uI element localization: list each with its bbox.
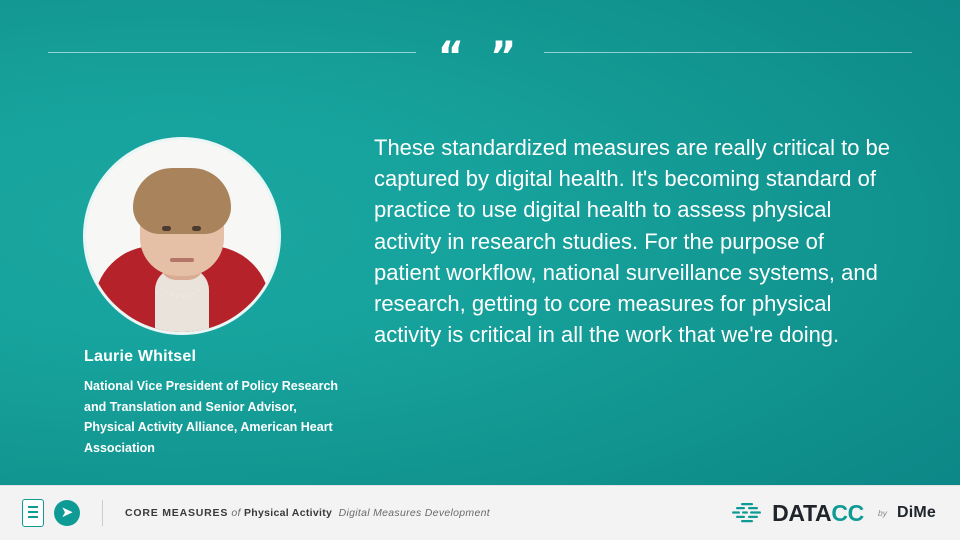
brand-cc-text: CC xyxy=(831,499,864,526)
footer-divider xyxy=(102,500,103,526)
footer-caption xyxy=(125,507,490,519)
speaker-title: National Vice President of Policy Research and Translation and Senior Advisor, Physical Activity Alliance, American Heart Association xyxy=(84,379,339,455)
quotation-mark-icon: “ ” xyxy=(437,33,523,80)
footer-of-label: of xyxy=(231,507,241,519)
datacc-wordmark xyxy=(772,499,864,526)
brand-data-text: DATA xyxy=(772,499,832,526)
portrait-mouth xyxy=(170,258,194,262)
dime-wordmark: DiMe xyxy=(896,504,936,521)
speaker-portrait-image xyxy=(86,140,278,332)
quote-text: These standardized measures are really critical to be captured by digital health. It's becoming standard of practice to use digital health to assess physical activity in research studies. For the purpose of patient workflow, national surveillance systems, and research, getting to core measures for physical activity is critical in all the work that we're doing. xyxy=(374,135,891,348)
portrait-eye-left xyxy=(162,226,171,231)
datacc-logo-icon xyxy=(732,502,762,524)
footer-brand-left xyxy=(0,499,490,527)
footer-sub-label: Digital Measures Development xyxy=(338,507,490,519)
speaker-block xyxy=(84,348,344,459)
footer-bar xyxy=(0,485,960,540)
speaker-name: Laurie Whitsel xyxy=(84,348,197,365)
divider-line-left xyxy=(48,52,416,53)
avatar xyxy=(86,140,278,332)
quote-divider xyxy=(48,33,912,80)
divider-line-right xyxy=(544,52,912,53)
footer-core-label: CORE MEASURES xyxy=(125,507,229,519)
by-label: by xyxy=(877,508,887,518)
footer-activity-label: Physical Activity xyxy=(243,507,333,519)
document-icon xyxy=(22,499,44,527)
runner-icon: ➤ xyxy=(54,500,80,526)
portrait-eye-right xyxy=(192,226,201,231)
footer-brand-right[interactable] xyxy=(732,499,960,526)
